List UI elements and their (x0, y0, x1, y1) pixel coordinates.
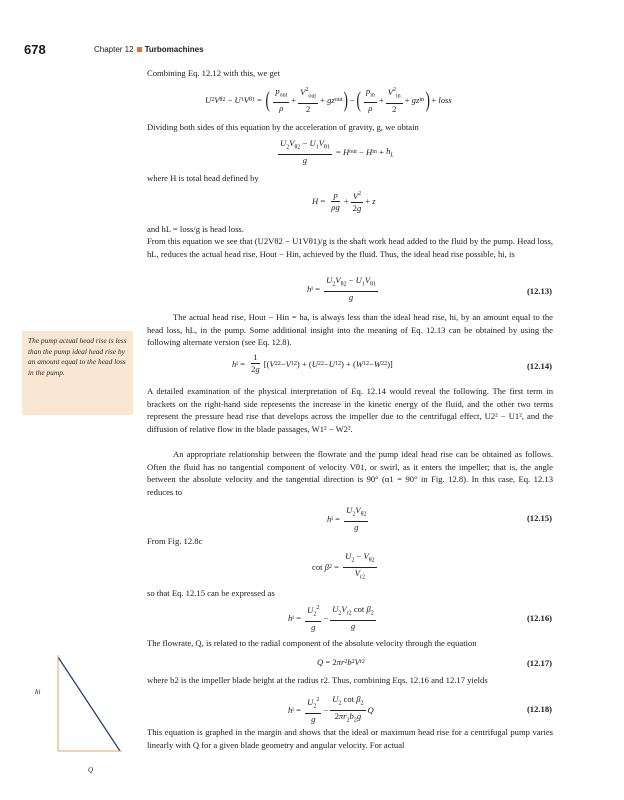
equation-number: (12.16) (526, 613, 552, 623)
equation-energy: U 2 V θ2 − U 1 V θ1 = ( $\frac{p_{out}}{\rho}$ + $\frac{V^2_{out}}{2}$ + gz out ) − ( $\frac{p_{in}}{\rho}$ + $\frac{V^2_{in}}{2}$ + gz in ) + loss (205, 85, 452, 114)
equation-ideal-head: h i = $\frac{U_2V_{\theta 2} - U_1V_{\theta 1}}{g}$ (307, 275, 376, 302)
graph-x-label: Q (88, 766, 94, 774)
ideal-head-line (58, 657, 120, 751)
paragraph: The flowrate, Q, is related to the radial component of the absolute velocity through the equation (147, 638, 477, 648)
chapter-label: Chapter 12 (94, 45, 134, 54)
graph-y-label: hi (35, 688, 41, 696)
paragraph: This equation is graphed in the margin and shows that the ideal or maximum head rise for a centrifugal pump varies linearly with Q for a given blade geometry and angular velocity. For actual (147, 727, 553, 750)
paragraph: From Fig. 12.8c (147, 536, 203, 546)
equation-head: $\frac{U_2V_{\theta 2} - U_1V_{\theta 1}}{g}$ = H out − H in + $h_L$ (280, 138, 394, 165)
paragraph: and hL = loss/g is head loss. (147, 224, 244, 234)
page-number: 678 (24, 42, 46, 57)
equation-alternate: h i = $\frac{1}{2g}$ [( V 2 2 − V 1 2 ) + ( U 2 2 − U 1 2 ) + ( W 1 2 − W 2 2 )] (232, 352, 393, 374)
running-header (94, 45, 204, 54)
equation-reduced: h i = $\frac{U_2V_{\theta 2}}{g}$ (327, 505, 367, 532)
equation-cot-beta: cot β 2 = $\frac{U_2 - V_{\theta 2}}{V_{r2}}$ (312, 551, 375, 581)
square-bullet-icon (137, 47, 142, 52)
graph-svg (56, 655, 122, 765)
equation-number: (12.13) (526, 286, 552, 296)
paragraph: Combining Eq. 12.12 with this, we get (147, 68, 280, 78)
equation-number: (12.18) (526, 704, 552, 714)
paragraph: From this equation we see that (U2Vθ2 − U1Vθ1)/g is the shaft work head added to the fluid by the pump. Head loss, hL, reduces the actual head rise, Hout − Hin, achieved by the fluid. Thus, the ideal head rise possible, hi, is (147, 236, 553, 259)
equation-number: (12.15) (526, 513, 552, 523)
equation-head-cot: h i = $\frac{U_2^2}{g}$ − $\frac{U_2V_{r2} \cot \beta_2}{g}$ (288, 603, 374, 632)
equation-number: (12.14) (526, 361, 552, 371)
paragraph: The actual head rise, Hout − Hin = ha, is always less than the ideal head rise, hi, by an amount equal to the head loss, hL, in the pump. Some additional insight into the meaning of Eq. 12.13 can be obtained by using the following alternate version (see Eq. 12.8). (147, 312, 553, 347)
equation-number: (12.17) (526, 658, 552, 668)
paragraph: An appropriate relationship between the flowrate and the pump ideal head rise can be obtained as follows. Often the fluid has no tangential component of velocity Vθ1, or swirl, as it enters the impeller; that is, the angle between the absolute velocity and the tangential direction is 90° (α1 = 90° in Fig. 12.8). In this case, Eq. 12.13 reduces to (147, 449, 553, 497)
equation-flowrate: Q = 2 πr 2 b 2 V r2 (317, 657, 365, 667)
paragraph: where H is total head defined by (147, 173, 259, 183)
section-title: Turbomachines (144, 45, 204, 54)
paragraph: Dividing both sides of this equation by the acceleration of gravity, g, we obtain (147, 122, 419, 132)
equation-total-head: H = $\frac{p}{\rho g}$ + $\frac{V^2}{2g}$ + z (312, 189, 376, 213)
paragraph: where b2 is the impeller blade height at the radius r2. Thus, combining Eqs. 12.16 and 12.17 yields (147, 675, 488, 685)
paragraph: A detailed examination of the physical interpretation of Eq. 12.14 would reveal the following. The first term in brackets on the right-hand side represents the increase in the kinetic energy of the fluid, and the other two terms represent the pressure head rise that develops across the impeller due to the centrifugal effect, U2² − U1², and the diffusion of relative flow in the blade passages, W1² − W2². (147, 386, 553, 434)
paragraph: so that Eq. 12.15 can be expressed as (147, 588, 275, 598)
margin-note: The pump actual head rise is less than the pump ideal head rise by an amount equal to the head loss in the pump. (22, 331, 133, 415)
equation-head-flowrate: h i = $\frac{U_2^2}{g}$ − $\frac{U_2 \cot \beta_2}{2\pi r_2b_2g}$ Q (288, 694, 374, 724)
head-flowrate-graph (56, 655, 122, 765)
